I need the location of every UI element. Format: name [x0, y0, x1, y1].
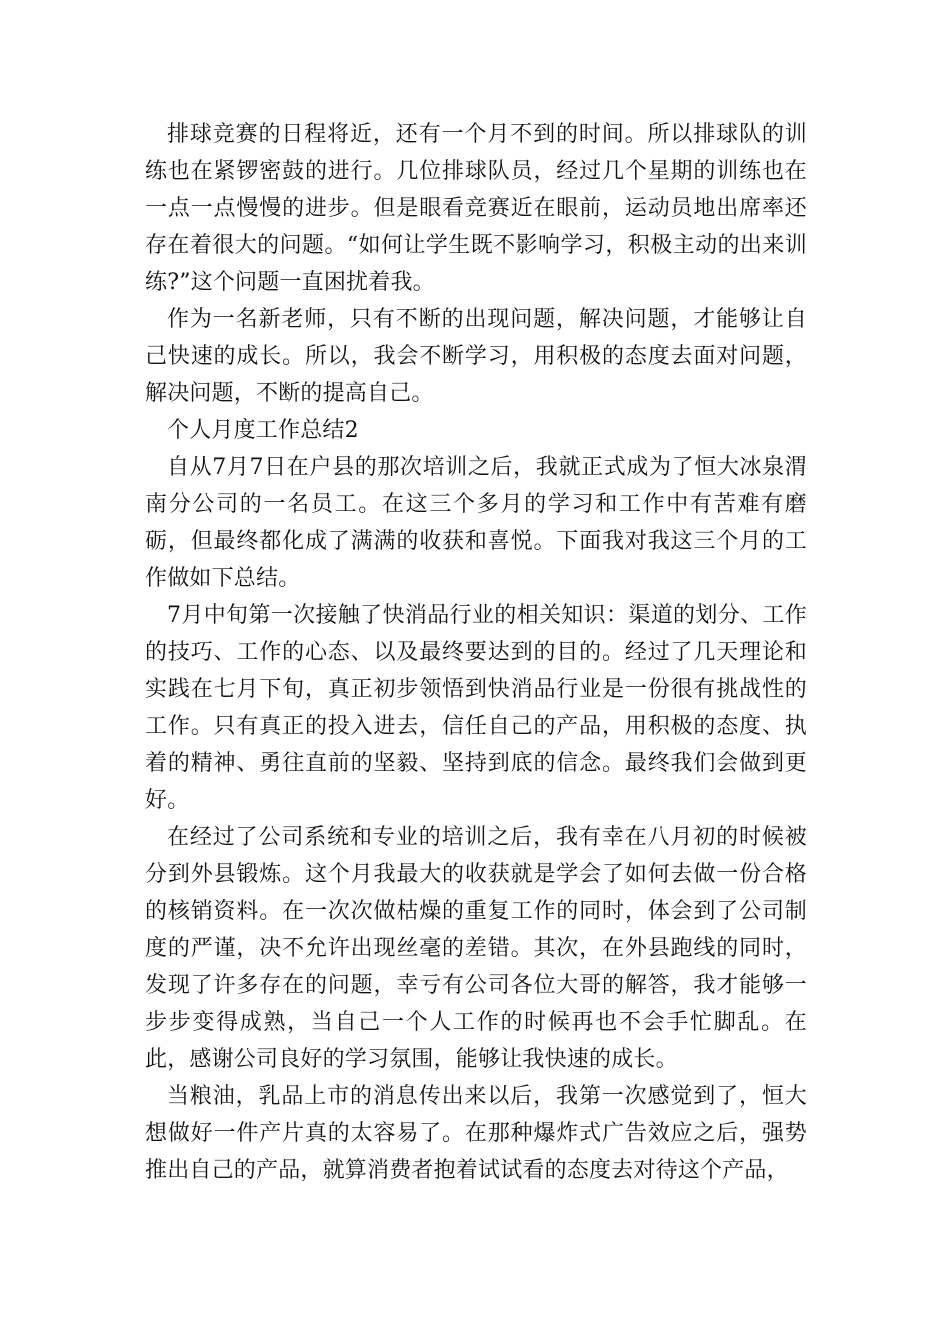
paragraph-july-learning: 7月中旬第一次接触了快消品行业的相关知识：渠道的划分、工作的技巧、工作的心态、以及最终要达到的目的。经过了几天理论和实践在七月下旬，真正初步领悟到快消品行业是一份很有挑战性的工作。只有真正的投入进去，信任自己的产品，用积极的态度、执着的精神、勇往直前的坚毅、坚持到底的信念。最终我们会做到更好。	[145, 603, 807, 813]
section-heading: 个人月度工作总结2	[167, 418, 359, 443]
document-body	[145, 116, 807, 1189]
paragraph-august-county: 在经过了公司系统和专业的培训之后，我有幸在八月初的时候被分到外县锻炼。这个月我最大的收获就是学会了如何去做一份合格的核销资料。在一次次做枯燥的重复工作的同时，体会到了公司制度的严谨，决不允许出现丝毫的差错。其次，在外县跑线的同时，发现了许多存在的问题，幸亏有公司各位大哥的解答，我才能够一步步变得成熟，当自己一个人工作的时候再也不会手忙脚乱。在此，感谢公司良好的学习氛围，能够让我快速的成长。	[145, 825, 807, 1072]
paragraph-volleyball-training: 排球竞赛的日程将近，还有一个月不到的时间。所以排球队的训练也在紧锣密鼓的进行。几位排球队员，经过几个星期的训练也在一点一点慢慢的进步。但是眼看竞赛近在眼前，运动员地出席率还存在着很大的问题。“如何让学生既不影响学习，积极主动的出来训练?”这个问题一直困扰着我。	[145, 122, 807, 295]
paragraph-new-teacher-growth: 作为一名新老师，只有不断的出现问题，解决问题，才能够让自己快速的成长。所以，我会不断学习，用积极的态度去面对问题，解决问题，不断的提高自己。	[145, 307, 807, 406]
paragraph-joined-company: 自从7月7日在户县的那次培训之后，我就正式成为了恒大冰泉渭南分公司的一名员工。在这三个多月的学习和工作中有苦难有磨砺，但最终都化成了满满的收获和喜悦。下面我对我这三个月的工作做如下总结。	[145, 455, 807, 591]
paragraph-grain-oil-dairy: 当粮油，乳品上市的消息传出来以后，我第一次感觉到了，恒大想做好一件产片真的太容易了。在那种爆炸式广告效应之后，强势推出自己的产品，就算消费者抱着试试看的态度去对待这个产品，	[145, 1084, 807, 1183]
